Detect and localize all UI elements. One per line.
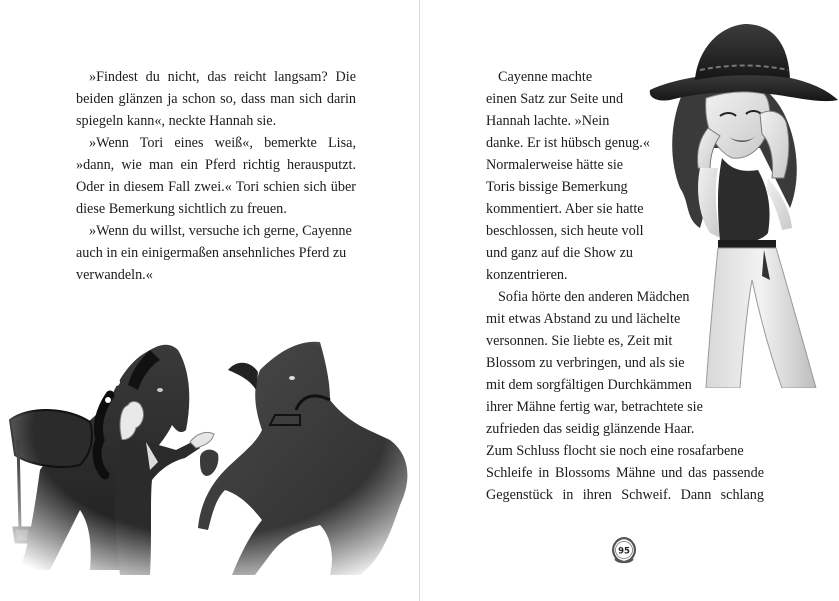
paragraph-3: »Wenn du willst, versuche ich gerne, Cayenne auch in ein einigermaßen ansehnliches Pferd zu verwandeln.« <box>76 223 352 283</box>
text-line: mit dem sorgfältigen Durchkämmen <box>486 377 692 393</box>
text-line: Gegenstück in ihren Schweif. Dann schlang <box>486 487 764 503</box>
page-number-badge <box>609 535 639 565</box>
text-line: konzentrieren. <box>486 267 568 283</box>
text-line: Cayenne machte <box>498 69 593 85</box>
text-line: versonnen. Sie liebte es, Zeit mit <box>486 333 673 349</box>
cowgirl-illustration <box>640 18 839 388</box>
page-number: 95 <box>618 546 630 557</box>
paragraph-1: »Findest du nicht, das reicht langsam? Die beiden glänzen ja schon so, dass man sich darin spiegeln kann«, neckte Hannah sie. <box>76 69 356 129</box>
right-page <box>420 0 839 601</box>
left-page <box>0 0 419 601</box>
text-line: zufrieden das seidig glänzende Haar. <box>486 421 695 437</box>
text-line: kommentiert. Aber sie hatte <box>486 201 644 217</box>
text-line: einen Satz zur Seite und <box>486 91 624 107</box>
text-line: und ganz auf die Show zu <box>486 245 633 261</box>
text-line: Hannah lachte. »Nein <box>486 113 610 129</box>
left-text-block <box>76 66 356 286</box>
text-line: Schleife in Blossoms Mähne und das passende <box>486 465 764 481</box>
text-line: Blossom zu verbringen, und als sie <box>486 355 685 371</box>
paragraph-2: »Wenn Tori eines weiß«, bemerkte Lisa, »dann, wie man ein Pferd richtig herausputzt. Oder in diesem Fall zwei.« Tori schien sich über diese Bemerkung sichtlich zu freuen. <box>76 135 356 217</box>
text-line: Zum Schluss flocht sie noch eine rosafarbene <box>486 443 744 459</box>
text-line: beschlossen, sich heute voll <box>486 223 644 239</box>
text-line: ihrer Mähne fertig war, betrachtete sie <box>486 399 703 415</box>
text-line: Sofia hörte den anderen Mädchen <box>498 289 690 305</box>
text-line: mit etwas Abstand zu und lächelte <box>486 311 681 327</box>
text-line: danke. Er ist hübsch genug.« <box>486 135 650 151</box>
text-line: Toris bissige Bemerkung <box>486 179 628 195</box>
text-line: Normalerweise hätte sie <box>486 157 624 173</box>
horses-illustration <box>0 330 419 580</box>
